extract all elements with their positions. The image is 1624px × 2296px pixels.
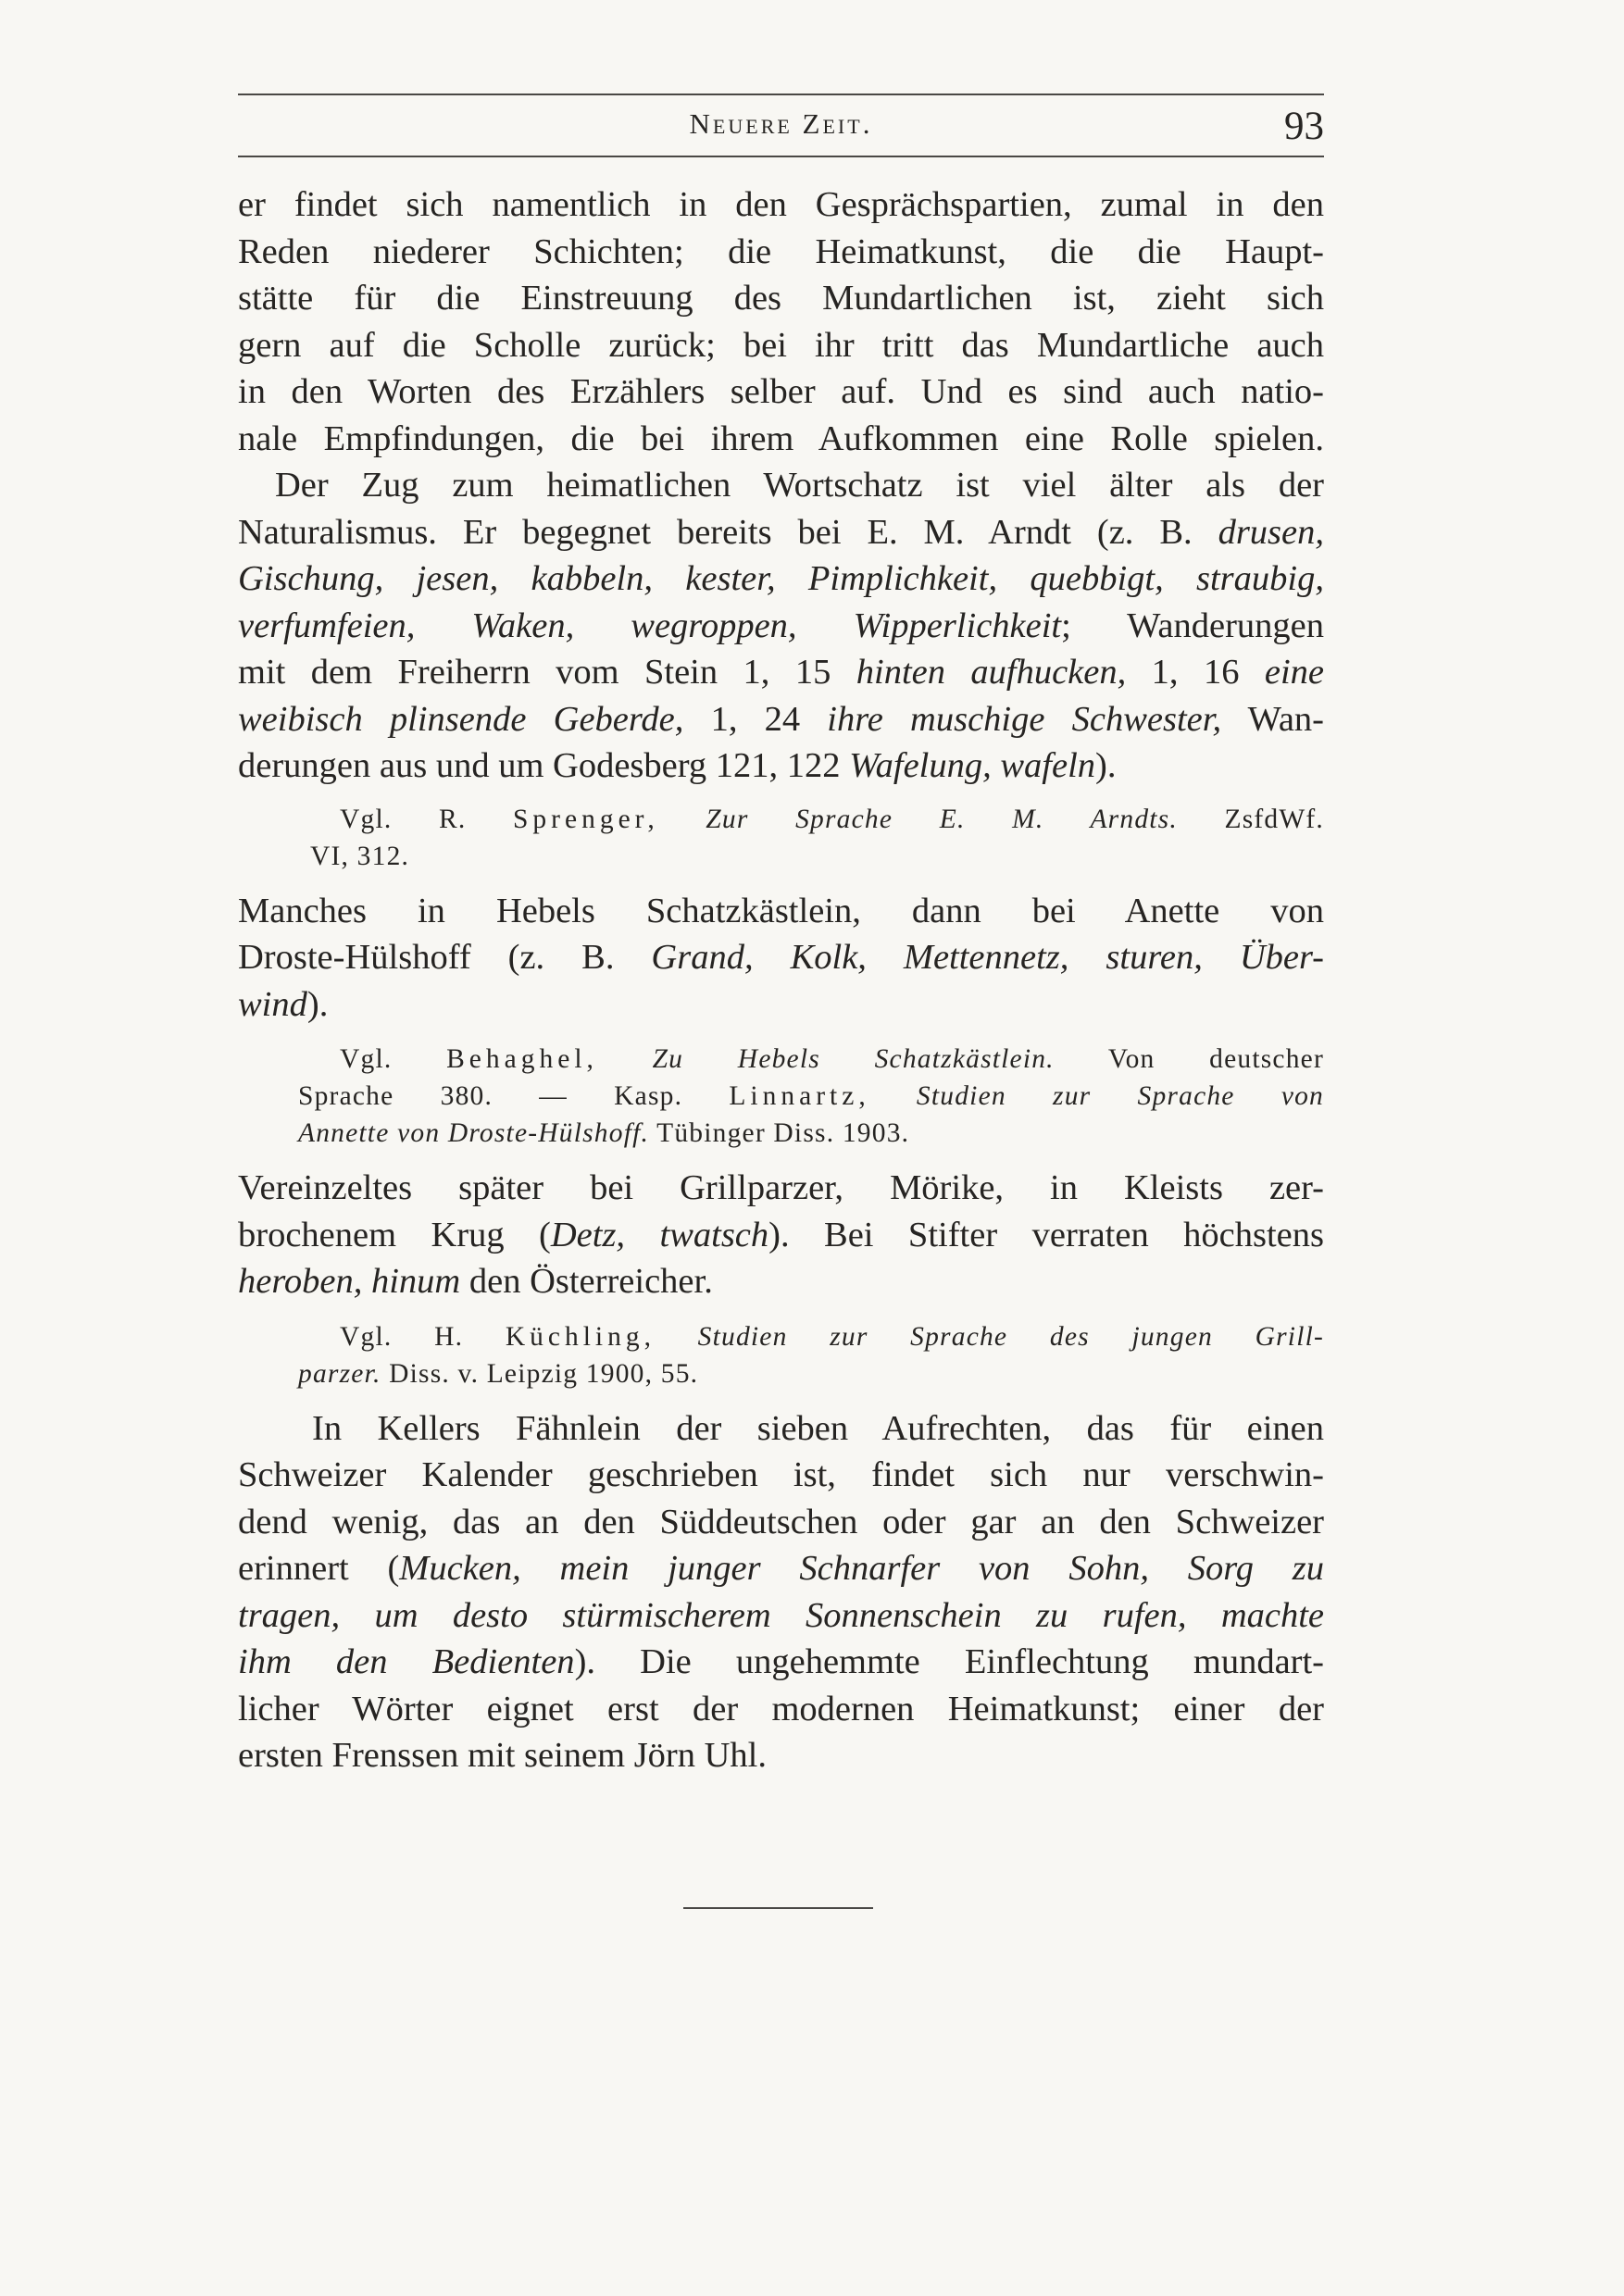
text-span: Wan- bbox=[1221, 699, 1325, 739]
text-span: Diss. v. Leipzig 1900, 55. bbox=[381, 1358, 699, 1389]
italic-word: verfumfeien, Waken, wegroppen, Wipperlichkeit bbox=[238, 605, 1062, 645]
italic-title: Zu Hebels Schatzkästlein. bbox=[652, 1044, 1055, 1074]
text-line: Der Zug zum heimatlichen Wortschatz ist viel älter als der bbox=[275, 466, 1324, 505]
text-span: 1, 16 bbox=[1126, 653, 1265, 692]
text-line bbox=[238, 1639, 1324, 1686]
text-span: ). bbox=[306, 984, 329, 1024]
text-line: ersten Frenssen mit seinem Jörn Uhl. bbox=[238, 1736, 767, 1775]
text-line bbox=[238, 934, 1324, 981]
text-span: den Österreicher. bbox=[460, 1262, 713, 1301]
text-line: in den Worten des Erzählers selber auf. Und es sind auch natio- bbox=[238, 372, 1324, 411]
note-line bbox=[298, 1078, 1324, 1115]
note-line bbox=[298, 1115, 1324, 1152]
italic-word: weibisch plinsende Geberde, bbox=[238, 699, 684, 739]
reference-note-1 bbox=[238, 801, 1324, 875]
text-line bbox=[238, 603, 1324, 650]
author-name: Sprenger, bbox=[513, 804, 659, 834]
text-span: Vgl. bbox=[340, 1044, 447, 1074]
text-line bbox=[238, 1545, 1324, 1592]
italic-word: wind bbox=[238, 984, 307, 1024]
paragraph-2 bbox=[238, 462, 1324, 790]
text-span bbox=[870, 1081, 917, 1111]
text-line bbox=[238, 1212, 1324, 1259]
italic-word: Mucken, mein junger Schnarfer von Sohn, Sorg zu bbox=[399, 1549, 1324, 1588]
chapter-end-rule bbox=[683, 1907, 873, 1909]
text-line: In Kellers Fähnlein der sieben Aufrechten, das für einen bbox=[312, 1408, 1324, 1448]
text-line: Manches in Hebels Schatzkästlein, dann bei Anette von bbox=[238, 891, 1324, 930]
italic-word: ihre muschige Schwester, bbox=[827, 699, 1222, 739]
text-line: Schweizer Kalender geschrieben ist, findet sich nur verschwin- bbox=[238, 1455, 1324, 1494]
italic-word: Grand, Kolk, Mettennetz, sturen, Über- bbox=[651, 938, 1324, 977]
main-text bbox=[238, 181, 1324, 1779]
italic-title: parzer. bbox=[298, 1358, 381, 1389]
italic-word: heroben, hinum bbox=[238, 1262, 461, 1301]
note-line bbox=[298, 1355, 1324, 1392]
author-name: Linnartz, bbox=[729, 1081, 870, 1111]
header-top-rule bbox=[238, 94, 1324, 95]
text-line: gern auf die Scholle zurück; bei ihr tritt das Mundartliche auch bbox=[238, 325, 1324, 365]
note-line bbox=[340, 1318, 1324, 1355]
text-span: ). bbox=[1095, 746, 1117, 785]
italic-word: ihm den Bedienten bbox=[238, 1642, 575, 1681]
text-span: Droste-Hülshoff (z. B. bbox=[238, 938, 652, 977]
text-line bbox=[238, 509, 1324, 556]
text-span: Von deutscher bbox=[1054, 1044, 1324, 1074]
note-line: VI, 312. bbox=[310, 841, 410, 871]
text-span: derungen aus und um Godesberg 121, 122 bbox=[238, 746, 850, 785]
text-line: stätte für die Einstreuung des Mundartlichen ist, zieht sich bbox=[238, 279, 1324, 318]
text-line: dend wenig, das an den Süddeutschen oder gar an den Schweizer bbox=[238, 1502, 1324, 1541]
text-span: erinnert ( bbox=[238, 1549, 400, 1588]
text-span bbox=[598, 1044, 653, 1074]
text-line: Reden niederer Schichten; die Heimatkunst, die die Haupt- bbox=[238, 231, 1324, 271]
text-line: licher Wörter eignet erst der modernen Heimatkunst; einer der bbox=[238, 1689, 1324, 1728]
text-span: 1, 24 bbox=[683, 699, 828, 739]
text-line: nale Empfindungen, die bei ihrem Aufkommen eine Rolle spielen. bbox=[238, 418, 1324, 458]
italic-title: Annette von Droste-Hülshoff. bbox=[298, 1118, 650, 1148]
italic-word: eine bbox=[1264, 653, 1324, 692]
italic-word: Detz, twatsch bbox=[550, 1215, 769, 1254]
text-line bbox=[238, 696, 1324, 743]
running-title: Neuere Zeit. bbox=[689, 107, 873, 140]
paragraph-3 bbox=[238, 888, 1324, 1029]
text-span: ). Bei Stifter verraten höchstens bbox=[768, 1215, 1324, 1254]
header-bottom-rule bbox=[238, 156, 1324, 157]
text-line: er findet sich namentlich in den Gesprächspartien, zumal in den bbox=[238, 185, 1324, 224]
author-name: Küchling, bbox=[505, 1321, 656, 1352]
author-name: Behaghel, bbox=[446, 1044, 598, 1074]
text-span: mit dem Freiherrn vom Stein 1, 15 bbox=[238, 653, 856, 692]
italic-word: drusen, bbox=[1218, 512, 1324, 552]
paragraph-4 bbox=[238, 1165, 1324, 1305]
text-line bbox=[238, 1258, 1324, 1305]
text-line bbox=[238, 981, 1324, 1029]
text-span: ). Die ungehemmte Einflechtung mundart- bbox=[574, 1642, 1325, 1681]
italic-word: hinten aufhucken, bbox=[856, 653, 1127, 692]
running-header bbox=[238, 102, 1324, 148]
text-span: ; Wanderungen bbox=[1061, 605, 1324, 645]
note-line bbox=[340, 1041, 1324, 1078]
italic-title: Studien zur Sprache des jungen Grill- bbox=[697, 1321, 1325, 1352]
reference-note-3 bbox=[238, 1318, 1324, 1392]
italic-word: tragen, um desto stürmischerem Sonnenschein zu rufen, machte bbox=[238, 1595, 1324, 1635]
reference-note-2 bbox=[238, 1041, 1324, 1152]
text-span: brochenem Krug ( bbox=[238, 1215, 551, 1254]
italic-title: Zur Sprache E. M. Arndts. bbox=[706, 804, 1178, 834]
text-span: Tübinger Diss. 1903. bbox=[649, 1118, 910, 1148]
italic-title: Studien zur Sprache von bbox=[916, 1081, 1325, 1111]
text-line bbox=[238, 1592, 1324, 1640]
text-span: Naturalismus. Er begegnet bereits bei E. M. Arndt (z. B. bbox=[238, 512, 1218, 552]
italic-word: Wafelung, wafeln bbox=[849, 746, 1096, 785]
page-number: 93 bbox=[1284, 105, 1324, 148]
text-line bbox=[238, 555, 1324, 603]
text-line: Vereinzeltes später bei Grillparzer, Mörike, in Kleists zer- bbox=[238, 1168, 1324, 1207]
paragraph-5 bbox=[238, 1405, 1324, 1779]
text-line bbox=[238, 649, 1324, 696]
text-span: Sprache 380. — Kasp. bbox=[298, 1081, 730, 1111]
text-span bbox=[659, 805, 706, 834]
note-line bbox=[340, 801, 1324, 838]
text-span: Vgl. R. bbox=[340, 804, 514, 834]
text-span: ZsfdWf. bbox=[1177, 804, 1325, 834]
italic-word: Gischung, jesen, kabbeln, kester, Pimplichkeit, quebbigt, straubig, bbox=[238, 559, 1324, 598]
text-line bbox=[238, 742, 1324, 790]
paragraph-1 bbox=[238, 181, 1324, 462]
text-span: Vgl. H. bbox=[340, 1321, 506, 1352]
text-span bbox=[656, 1322, 698, 1352]
